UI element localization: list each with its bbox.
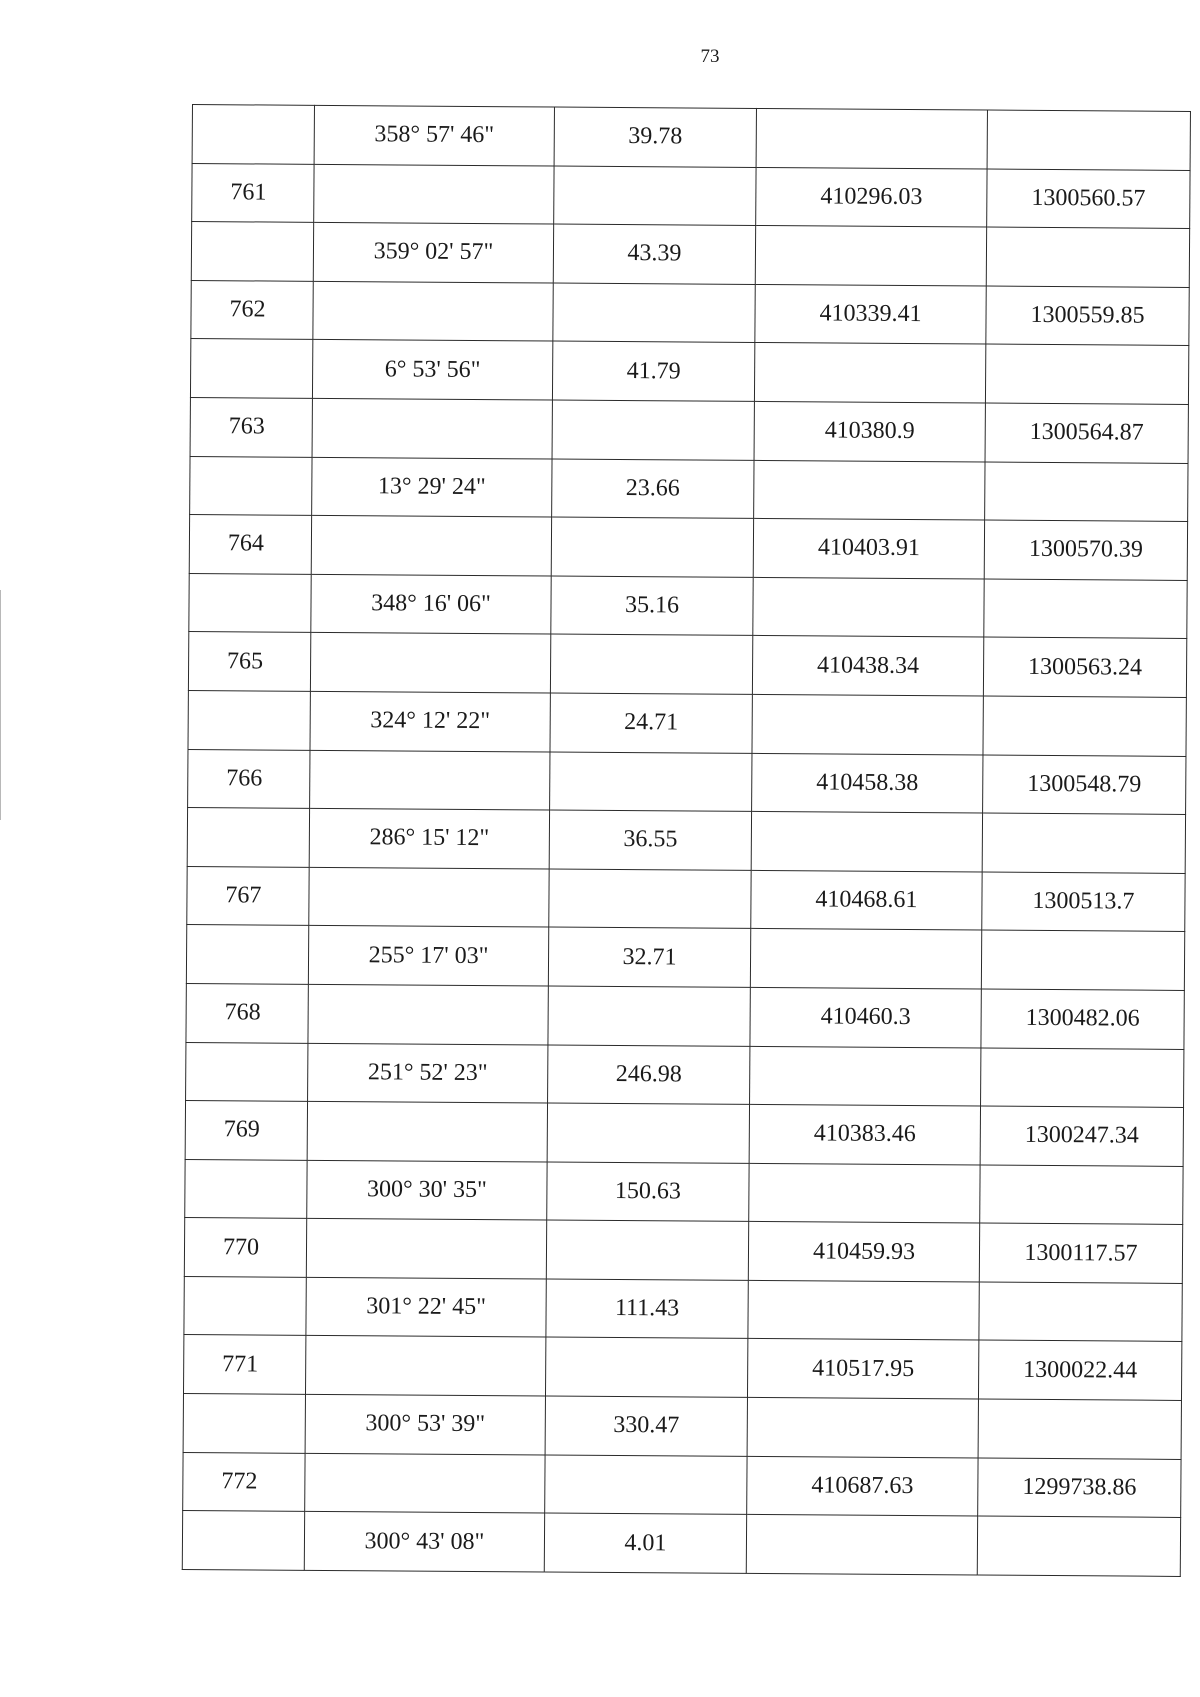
distance-cell: 330.47 (545, 1396, 747, 1456)
bearing-cell: 359° 02' 57" (313, 223, 553, 283)
northing-cell (749, 1163, 980, 1223)
northing-cell: 410383.46 (749, 1105, 980, 1165)
easting-cell (977, 1516, 1180, 1576)
table-row (192, 163, 1190, 229)
northing-cell (750, 929, 981, 989)
table-row (186, 925, 1184, 991)
table-row (186, 983, 1184, 1049)
bearing-cell: 255° 17' 03" (308, 926, 548, 986)
northing-cell: 410438.34 (752, 636, 983, 696)
table-row (188, 749, 1186, 815)
easting-cell (985, 462, 1188, 522)
bearing-cell (306, 1219, 546, 1279)
northing-cell (756, 108, 987, 168)
easting-cell (987, 110, 1190, 170)
table-row (183, 1394, 1181, 1460)
northing-cell: 410459.93 (748, 1222, 979, 1282)
bearing-cell (313, 281, 553, 341)
table-row (192, 105, 1190, 171)
northing-cell (747, 1397, 978, 1457)
station-cell (186, 925, 308, 984)
table-row (188, 632, 1186, 698)
bearing-cell (307, 1101, 547, 1161)
easting-cell (983, 696, 1186, 756)
station-cell (190, 339, 312, 398)
easting-cell: 1300022.44 (978, 1340, 1181, 1400)
easting-cell (979, 1282, 1182, 1342)
distance-cell: 24.71 (550, 693, 752, 753)
distance-cell (550, 752, 752, 812)
table-row (190, 339, 1188, 405)
northing-cell (752, 694, 983, 754)
scan-margin-line (0, 590, 1, 820)
distance-cell: 32.71 (548, 927, 750, 987)
distance-cell: 41.79 (552, 341, 754, 401)
easting-cell: 1300247.34 (980, 1106, 1183, 1166)
table-row (183, 1335, 1181, 1401)
northing-cell: 410403.91 (753, 519, 984, 579)
northing-cell (748, 1280, 979, 1340)
northing-cell (754, 343, 985, 403)
table-row (191, 280, 1189, 346)
northing-cell: 410339.41 (755, 284, 986, 344)
bearing-cell (314, 164, 554, 224)
northing-cell (746, 1515, 977, 1575)
northing-cell: 410687.63 (747, 1456, 978, 1516)
easting-cell: 1300560.57 (987, 169, 1190, 229)
northing-cell (753, 577, 984, 637)
distance-cell: 39.78 (554, 107, 756, 167)
easting-cell: 1300563.24 (983, 637, 1186, 697)
easting-cell: 1300564.87 (985, 403, 1188, 463)
table-row (189, 573, 1187, 639)
bearing-cell: 348° 16' 06" (311, 574, 551, 634)
distance-cell: 246.98 (548, 1045, 750, 1105)
distance-cell (546, 1220, 748, 1280)
distance-cell: 23.66 (552, 459, 754, 519)
table-row (186, 1042, 1184, 1108)
northing-cell: 410380.9 (754, 401, 985, 461)
table-row (189, 515, 1187, 581)
distance-cell (552, 400, 754, 460)
table-row (182, 1511, 1180, 1577)
station-cell: 772 (183, 1452, 305, 1511)
station-cell: 768 (186, 983, 308, 1042)
station-cell: 767 (187, 866, 309, 925)
easting-cell: 1300482.06 (981, 989, 1184, 1049)
northing-cell: 410468.61 (751, 870, 982, 930)
table-row (190, 397, 1188, 463)
table-row (185, 1101, 1183, 1167)
northing-cell: 410458.38 (752, 753, 983, 813)
bearing-cell (305, 1453, 545, 1513)
station-cell: 763 (190, 397, 312, 456)
station-cell (183, 1394, 305, 1453)
bearing-cell: 300° 53' 39" (305, 1394, 545, 1454)
distance-cell (551, 517, 753, 577)
station-cell: 769 (185, 1101, 307, 1160)
distance-cell (545, 1337, 747, 1397)
distance-cell (548, 986, 750, 1046)
bearing-cell: 286° 15' 12" (309, 808, 549, 868)
station-cell (191, 222, 313, 281)
distance-cell (553, 283, 755, 343)
station-cell (186, 1042, 308, 1101)
distance-cell: 43.39 (553, 224, 755, 284)
easting-cell (978, 1399, 1181, 1459)
table-row (185, 1159, 1183, 1225)
station-cell (184, 1276, 306, 1335)
bearing-cell: 13° 29' 24" (312, 457, 552, 517)
bearing-cell (309, 867, 549, 927)
bearing-cell: 251° 52' 23" (308, 1043, 548, 1103)
easting-cell (982, 813, 1185, 873)
table-row (191, 222, 1189, 288)
northing-cell (751, 812, 982, 872)
easting-cell: 1300559.85 (986, 286, 1189, 346)
bearing-cell (312, 398, 552, 458)
table-row (184, 1276, 1182, 1342)
table-row (183, 1452, 1181, 1518)
distance-cell (550, 634, 752, 694)
station-cell (182, 1511, 304, 1570)
station-cell (185, 1159, 307, 1218)
easting-cell: 1300513.7 (982, 872, 1185, 932)
distance-cell: 4.01 (544, 1513, 746, 1573)
station-cell: 764 (189, 515, 311, 574)
easting-cell: 1299738.86 (978, 1458, 1181, 1518)
table-row (188, 690, 1186, 756)
easting-cell (984, 579, 1187, 639)
distance-cell (545, 1455, 747, 1515)
table-row (190, 456, 1188, 522)
bearing-cell: 300° 43' 08" (304, 1512, 544, 1572)
station-cell (190, 456, 312, 515)
bearing-cell (305, 1336, 545, 1396)
bearing-cell: 300° 30' 35" (307, 1160, 547, 1220)
station-cell: 761 (192, 163, 314, 222)
bearing-cell: 6° 53' 56" (312, 340, 552, 400)
station-cell: 770 (184, 1218, 306, 1277)
easting-cell (980, 1165, 1183, 1225)
northing-cell (750, 1046, 981, 1106)
station-cell (187, 808, 309, 867)
easting-cell: 1300117.57 (979, 1223, 1182, 1283)
easting-cell: 1300548.79 (983, 755, 1186, 815)
station-cell: 765 (188, 632, 310, 691)
distance-cell: 111.43 (546, 1279, 748, 1339)
page-number: 73 (700, 46, 720, 67)
table-row (184, 1218, 1182, 1284)
station-cell (188, 690, 310, 749)
distance-cell: 36.55 (549, 810, 751, 870)
station-cell: 766 (188, 749, 310, 808)
easting-cell (981, 930, 1184, 990)
northing-cell: 410460.3 (750, 987, 981, 1047)
station-cell (189, 573, 311, 632)
easting-cell (986, 227, 1189, 287)
northing-cell: 410517.95 (747, 1339, 978, 1399)
bearing-cell (308, 984, 548, 1044)
distance-cell: 150.63 (547, 1162, 749, 1222)
station-cell: 771 (183, 1335, 305, 1394)
bearing-cell (310, 633, 550, 693)
northing-cell: 410296.03 (756, 167, 987, 227)
easting-cell: 1300570.39 (984, 520, 1187, 580)
table-row (187, 866, 1185, 932)
northing-cell (754, 460, 985, 520)
table-body (182, 105, 1190, 1577)
station-cell: 762 (191, 280, 313, 339)
bearing-cell: 301° 22' 45" (306, 1277, 546, 1337)
bearing-cell (311, 516, 551, 576)
distance-cell (549, 869, 751, 929)
bearing-cell: 358° 57' 46" (314, 105, 554, 165)
bearing-cell: 324° 12' 22" (310, 691, 550, 751)
distance-cell (554, 166, 756, 226)
survey-coordinates-table (182, 104, 1191, 1577)
distance-cell (547, 1103, 749, 1163)
table-row (187, 808, 1185, 874)
station-cell (192, 105, 314, 164)
distance-cell: 35.16 (551, 576, 753, 636)
bearing-cell (310, 750, 550, 810)
easting-cell (985, 344, 1188, 404)
northing-cell (755, 226, 986, 286)
easting-cell (981, 1048, 1184, 1108)
